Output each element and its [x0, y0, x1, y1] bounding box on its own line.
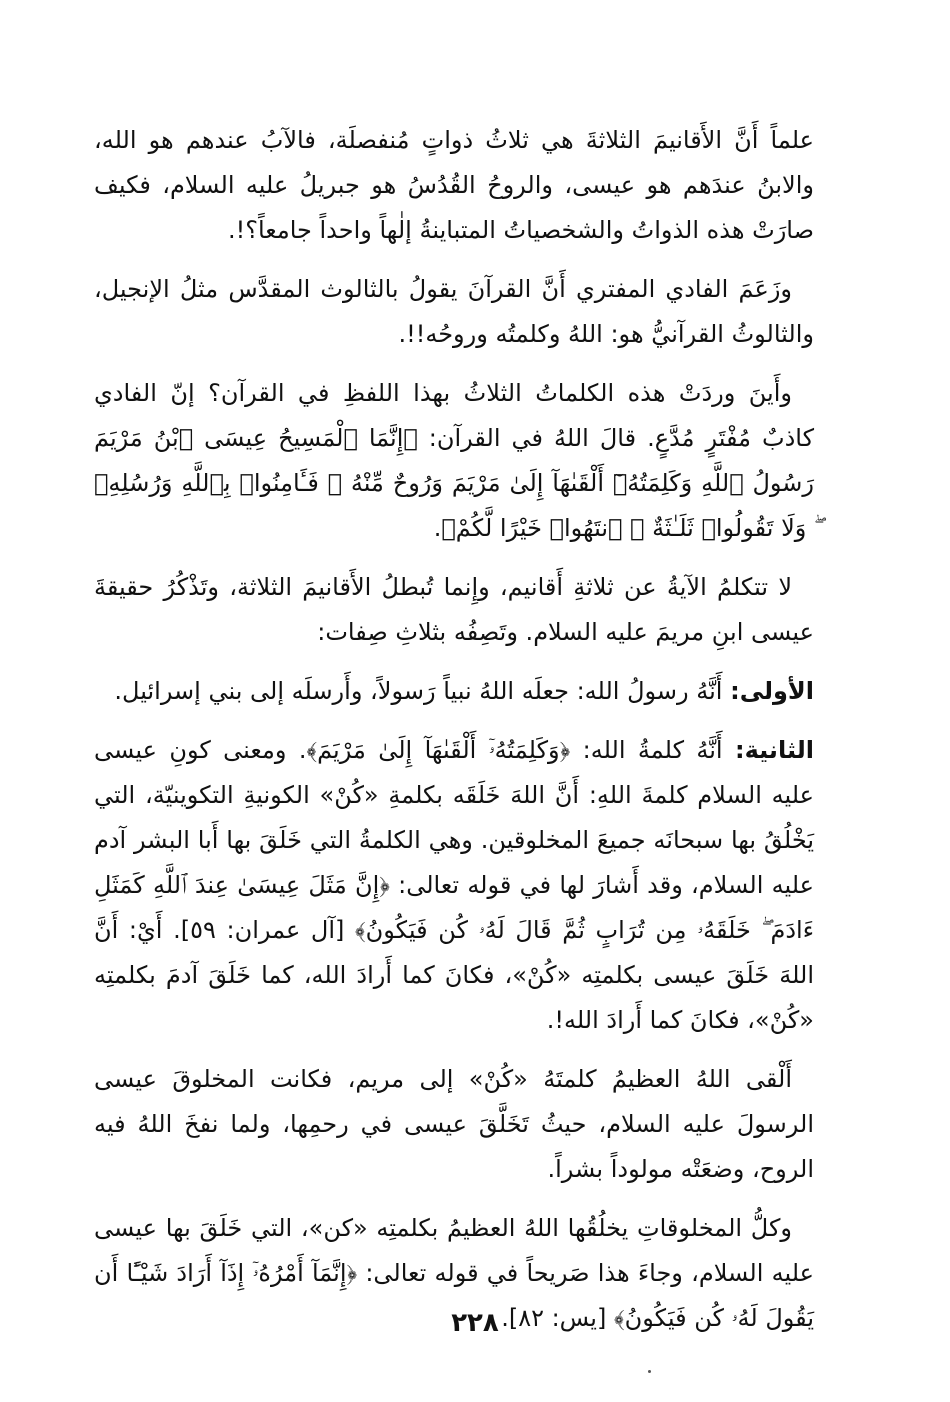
page-number: ٢٢٨	[451, 1308, 499, 1338]
paragraph-7-text: أَلْقى اللهُ العظيمُ كلمتَهُ «كُنْ» إلى مريم، فكانت المخلوقَ عيسى الرسولَ عليه السلام، حيثُ تَخَلَّقَ عيسى في رحمِها، ولما نفخَ اللهُ فيه الروح، وضعَتْه مولوداً بشراً.	[94, 1065, 814, 1183]
paragraph-8-text: وكلُّ المخلوقاتِ يخلُقُها اللهُ العظيمُ بكلمتِه «كن»، التي خَلَقَ بها عيسى عليه السلام، وجاءَ هذا صَريحاً في قوله تعالى: ﴿إِنَّمَآ أَمْرُهُۥٓ إِذَآ أَرَادَ شَيْـًٔا أَن يَقُولَ لَهُۥ كُن فَيَكُونُ﴾ [يس: ٨٢].	[94, 1214, 814, 1332]
paragraph-7	[94, 1057, 814, 1192]
paragraph-1-text: علماً أَنَّ الأَقانيمَ الثلاثةَ هي ثلاثُ ذواتٍ مُنفصلَة، فالآبُ عندهم هو الله، والابنُ عندَهم هو عيسى، والروحُ القُدُسُ هو جبريلُ عليه السلام، فكيف صارَتْ هذه الذواتُ والشخصياتُ المتباينةُ إلٰهاً واحداً جامعاً؟!.	[94, 126, 814, 244]
paragraph-5	[94, 669, 814, 714]
paragraph-5-text: أَنَّهُ رسولُ الله: جعلَه اللهُ نبياً رَسولاً، وأَرسلَه إلى بني إسرائيل.	[114, 677, 731, 705]
paragraph-1	[94, 118, 814, 253]
paragraph-4-text: لا تتكلمُ الآيةُ عن ثلاثةِ أَقانيم، وإِنما تُبطلُ الأَقانيمَ الثلاثة، وتَذْكُرُ حقيقةَ عيسى ابنِ مريمَ عليه السلام. وتَصِفُه بثلاثِ صِفات:	[94, 573, 814, 646]
page-body	[94, 118, 814, 1355]
paragraph-3	[94, 371, 814, 551]
print-speck	[648, 1370, 651, 1373]
paragraph-3-text: وأَينَ وردَتْ هذه الكلماتُ الثلاثُ بهذا اللفظِ في القرآن؟ إنّ الفادي كاذبٌ مُفْتَرٍ مُدَّعٍ. قالَ اللهُ في القرآن: ﴿إِنَّمَا ٱلْمَسِيحُ عِيسَى ٱبْنُ مَرْيَمَ رَسُولُ ٱللَّهِ وَكَلِمَتُهُۥٓ أَلْقَىٰهَآ إِلَىٰ مَرْيَمَ وَرُوحٌ مِّنْهُ ۖ فَـَٔامِنُوا۟ بِٱللَّهِ وَرُسُلِهِۦ ۖ وَلَا تَقُولُوا۟ ثَلَـٰثَةٌ ۚ ٱنتَهُوا۟ خَيْرًا لَّكُمْ﴾.	[94, 379, 814, 542]
paragraph-6	[94, 728, 814, 1043]
paragraph-5-lead: الأولى:	[730, 677, 814, 705]
paragraph-6-text: أَنَّهُ كلمةُ الله: ﴿وَكَلِمَتُهُۥٓ أَلْقَىٰهَآ إِلَىٰ مَرْيَمَ﴾. ومعنى كونِ عيسى عليه السلام كلمةَ اللهِ: أَنَّ اللهَ خَلَقَه بكلمةِ «كُنْ» الكونيةِ التكوينيّة، التي يَخْلُقُ بها سبحانَه جميعَ المخلوقين. وهي الكلمةُ التي خَلَقَ بها أَبا البشر آدم عليه السلام، وقد أَشارَ لها في قوله تعالى: ﴿إِنَّ مَثَلَ عِيسَىٰ عِندَ ٱللَّهِ كَمَثَلِ ءَادَمَ ۖ خَلَقَهُۥ مِن تُرَابٍ ثُمَّ قَالَ لَهُۥ كُن فَيَكُونُ﴾ [آل عمران: ٥٩]. أَيْ: أَنَّ اللهَ خَلَقَ عيسى بكلمتِه «كُنْ»، فكانَ كما أَرادَ الله، كما خَلَقَ آدمَ بكلمتِه «كُنْ»، فكانَ كما أَرادَ الله!.	[94, 736, 814, 1034]
paragraph-2	[94, 267, 814, 357]
paragraph-6-lead: الثانية:	[734, 736, 814, 764]
paragraph-4	[94, 565, 814, 655]
paragraph-2-text: وزَعَمَ الفادي المفتري أَنَّ القرآنَ يقولُ بالثالوث المقدَّس مثلُ الإنجيل، والثالوثُ القرآنيُّ هو: اللهُ وكلمتُه وروحُه!!.	[94, 275, 814, 348]
